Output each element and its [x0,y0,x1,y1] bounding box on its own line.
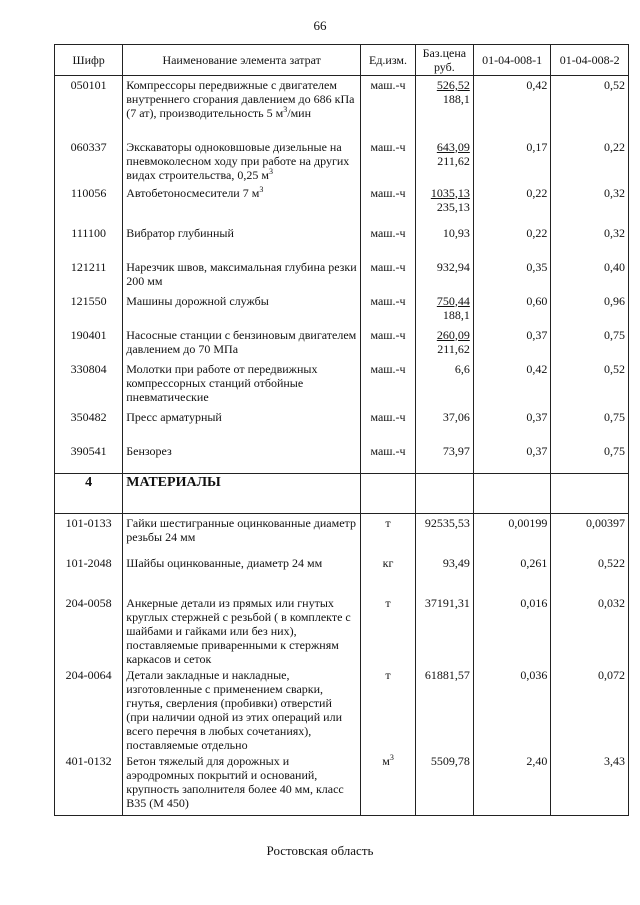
row-value-1: 0,036 [473,666,551,752]
table-row [55,408,629,442]
table-row [55,514,629,554]
row-value-2: 0,75 [551,408,629,442]
section-title: МАТЕРИАЛЫ [123,474,361,514]
row-value-1: 0,22 [473,224,551,258]
row-unit: $м^3$ [361,752,416,816]
row-value-2: 0,52 [551,360,629,408]
row-unit: маш.-ч [361,224,416,258]
row-unit: маш.-ч [361,76,416,138]
row-unit: т [361,594,416,666]
row-code: 110056 [55,184,123,224]
row-code: 190401 [55,326,123,360]
cost-table [54,44,629,816]
row-value-2: 0,40 [551,258,629,292]
section-number: 4 [55,474,123,514]
row-code: 204-0064 [55,666,123,752]
row-value-2: 0,00397 [551,514,629,554]
row-value-1: 0,17 [473,138,551,184]
table-row [55,224,629,258]
row-value-2: 0,52 [551,76,629,138]
table-row [55,292,629,326]
section-row [55,474,629,514]
header-row [55,45,629,76]
row-unit: маш.-ч [361,258,416,292]
table-row [55,442,629,474]
row-value-1: 0,00199 [473,514,551,554]
row-value-2: 3,43 [551,752,629,816]
row-price: 5509,78 [415,752,473,816]
row-code: 111100 [55,224,123,258]
row-price: 10,93 [415,224,473,258]
table-row [55,666,629,752]
row-value-1: 0,37 [473,408,551,442]
table-row [55,360,629,408]
row-code: 121211 [55,258,123,292]
row-unit: маш.-ч [361,184,416,224]
row-unit: маш.-ч [361,442,416,474]
row-name: Машины дорожной службы [123,292,361,326]
row-name: Насосные станции с бензиновым двигателем давлением до 70 МПа [123,326,361,360]
row-value-2: 0,75 [551,326,629,360]
row-value-1: 0,016 [473,594,551,666]
row-code: 060337 [55,138,123,184]
row-value-1: 2,40 [473,752,551,816]
table-row [55,594,629,666]
row-value-1: 0,60 [473,292,551,326]
row-code: 204-0058 [55,594,123,666]
table-row [55,752,629,816]
page-number: 66 [313,18,327,33]
header-col1: 01-04-008-1 [473,45,551,76]
row-value-2: 0,072 [551,666,629,752]
table-row [55,258,629,292]
row-name: Бетон тяжелый для дорожных и аэродромных покрытий и оснований, крупность заполнителя более 40 мм, класс В35 (М 450) [123,752,361,816]
row-name: Детали закладные и накладные, изготовленные с применением сварки, гнутья, сверления (пробивки) отверстий (при наличии одной из этих операций или всего перечня в любых сочетаниях), поставляемые отдельно [123,666,361,752]
row-name: Бензорез [123,442,361,474]
row-code: 101-2048 [55,554,123,594]
row-price: 37,06 [415,408,473,442]
header-col2: 01-04-008-2 [551,45,629,76]
row-unit: маш.-ч [361,292,416,326]
row-unit: маш.-ч [361,138,416,184]
row-value-1: 0,22 [473,184,551,224]
row-name: Автобетоносмесители 7 $м^3$ [123,184,361,224]
header-name: Наименование элемента затрат [123,45,361,76]
header-price: Баз.цена руб. [415,45,473,76]
row-name: Молотки при работе от передвижных компрессорных станций отбойные пневматические [123,360,361,408]
header-code: Шифр [55,45,123,76]
row-code: 350482 [55,408,123,442]
row-code: 050101 [55,76,123,138]
row-price: 526,52 188,1 [415,76,473,138]
row-value-1: 0,37 [473,442,551,474]
row-price: 6,6 [415,360,473,408]
row-price: 37191,31 [415,594,473,666]
row-value-1: 0,35 [473,258,551,292]
row-price: 932,94 [415,258,473,292]
footer-region: Ростовская область [266,843,374,858]
row-value-1: 0,37 [473,326,551,360]
row-code: 121550 [55,292,123,326]
row-value-2: 0,32 [551,184,629,224]
row-value-2: 0,22 [551,138,629,184]
row-name: Гайки шестигранные оцинкованные диаметр резьбы 24 мм [123,514,361,554]
row-value-1: 0,42 [473,360,551,408]
table-row [55,326,629,360]
row-unit: маш.-ч [361,326,416,360]
table-row [55,138,629,184]
row-price: 92535,53 [415,514,473,554]
row-unit: маш.-ч [361,360,416,408]
row-value-2: 0,522 [551,554,629,594]
row-name: Нарезчик швов, максимальная глубина резки 200 мм [123,258,361,292]
row-code: 101-0133 [55,514,123,554]
row-code: 401-0132 [55,752,123,816]
row-price: 73,97 [415,442,473,474]
row-unit: т [361,666,416,752]
row-price: 260,09 211,62 [415,326,473,360]
row-unit: маш.-ч [361,408,416,442]
row-value-1: 0,42 [473,76,551,138]
table-row [55,554,629,594]
row-code: 390541 [55,442,123,474]
row-value-2: 0,75 [551,442,629,474]
row-value-2: 0,96 [551,292,629,326]
row-name: Экскаваторы одноковшовые дизельные на пневмоколесном ходу при работе на других видах строительства, 0,25 $м^3$ [123,138,361,184]
row-name: Шайбы оцинкованные, диаметр 24 мм [123,554,361,594]
header-unit: Ед.изм. [361,45,416,76]
row-name: Компрессоры передвижные с двигателем внутреннего сгорания давлением до 686 кПа (7 ат), производительность 5 $м^3$/мин [123,76,361,138]
row-price: 750,44 188,1 [415,292,473,326]
row-name: Пресс арматурный [123,408,361,442]
row-name: Вибратор глубинный [123,224,361,258]
row-price: 1035,13 235,13 [415,184,473,224]
row-value-1: 0,261 [473,554,551,594]
row-value-2: 0,032 [551,594,629,666]
row-price: 61881,57 [415,666,473,752]
row-unit: кг [361,554,416,594]
row-price: 643,09 211,62 [415,138,473,184]
row-name: Анкерные детали из прямых или гнутых круглых стержней с резьбой ( в комплекте с шайбами и гайками или без них), поставляемые приваренными к стержням каркасов и сеток [123,594,361,666]
table-row [55,184,629,224]
row-price: 93,49 [415,554,473,594]
row-value-2: 0,32 [551,224,629,258]
table-row [55,76,629,138]
row-unit: т [361,514,416,554]
row-code: 330804 [55,360,123,408]
